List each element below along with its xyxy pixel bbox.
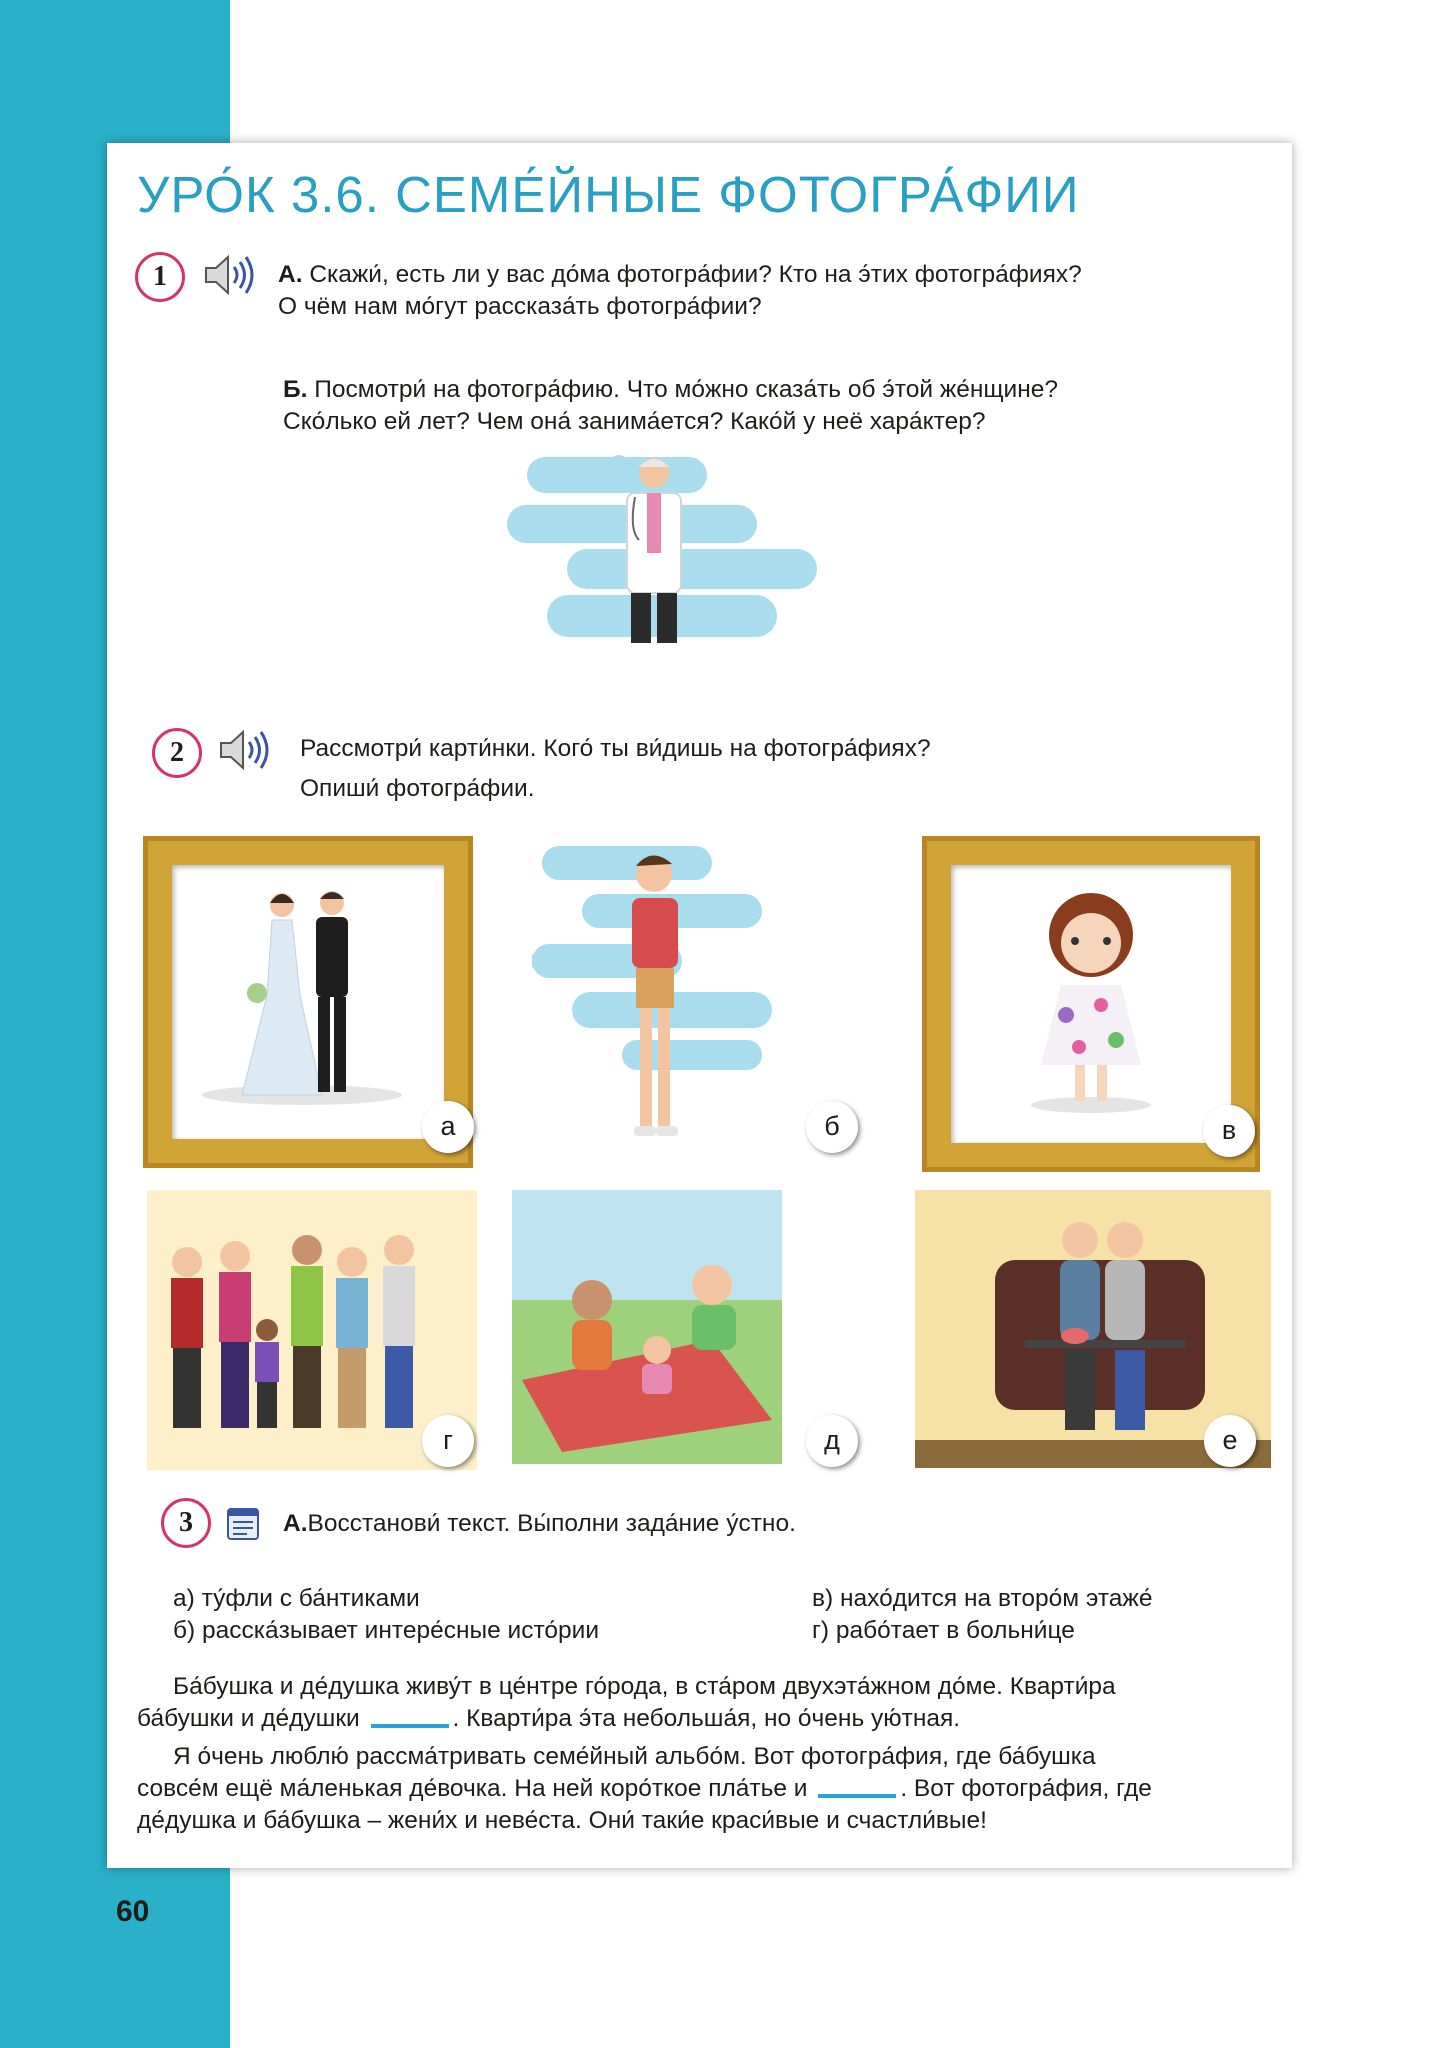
task-1-badge: 1 bbox=[135, 252, 185, 302]
picture-g-label: г bbox=[422, 1415, 474, 1467]
task-1b-text-1: Посмотри́ на фотогра́фию. Что мо́жно сказа́ть об э́той же́нщине? bbox=[314, 376, 1059, 403]
task-1b-line-1 bbox=[283, 374, 1058, 406]
task-2-line-1: Рассмотри́ карти́нки. Кого́ ты ви́дишь на фотогра́фиях? bbox=[300, 735, 931, 762]
paragraph-1 bbox=[137, 1671, 1259, 1735]
paragraph-1-text-after-blank: . Кварти́ра э́та небольша́я, но о́чень ую́тная. bbox=[452, 1705, 961, 1732]
task-1a-text-1: Скажи́, есть ли у вас до́ма фотогра́фии? Кто на э́тих фотогра́фиях? bbox=[309, 261, 1082, 288]
task-1b-line-2: Ско́лько ей лет? Чем она́ занима́ется? Како́й у неё хара́ктер? bbox=[283, 408, 986, 435]
task-1b-label: Б. bbox=[283, 376, 308, 403]
paragraph-2-text-before-blank: совсе́м ещё ма́ленькая де́вочка. На ней коро́ткое пла́тье и bbox=[137, 1775, 808, 1802]
answer-blank-2[interactable] bbox=[818, 1794, 896, 1798]
paragraph-2-line-2 bbox=[137, 1773, 1259, 1805]
notebook-icon bbox=[225, 1506, 261, 1542]
paragraph-1-line-2 bbox=[137, 1703, 1259, 1735]
option-b: б) расска́зывает интере́сные исто́рии bbox=[173, 1617, 600, 1644]
task-2-line-2: Опиши́ фотогра́фии. bbox=[300, 775, 535, 802]
task-1a-line-2: О чём нам мо́гут рассказа́ть фотогра́фии? bbox=[278, 293, 762, 320]
lesson-title: УРО́К 3.6. СЕМЕ́ЙНЫЕ ФОТОГРА́ФИИ bbox=[137, 166, 1080, 223]
task-3a-label: А. bbox=[283, 1510, 308, 1537]
little-girl-illustration bbox=[951, 865, 1231, 1143]
doctor-picture bbox=[507, 445, 827, 645]
picture-b-young-man bbox=[532, 836, 782, 1156]
task-3-instruction bbox=[283, 1508, 796, 1540]
lesson-sheet bbox=[107, 143, 1292, 1868]
task-3-instruction-text: Восстанови́ текст. Вы́полни зада́ние у́стно. bbox=[307, 1510, 796, 1537]
picture-d-picnic bbox=[512, 1190, 782, 1464]
picture-c-label: в bbox=[1203, 1105, 1255, 1157]
picture-a-label: а bbox=[422, 1101, 474, 1153]
option-a: а) ту́фли с ба́нтиками bbox=[173, 1585, 420, 1612]
wedding-couple-illustration bbox=[172, 865, 444, 1139]
paragraph-2-line-1: Я о́чень люблю́ рассма́тривать семе́йный альбо́м. Вот фотогра́фия, где ба́бушка bbox=[173, 1743, 1096, 1770]
page-number: 60 bbox=[116, 1895, 150, 1928]
paragraph-2 bbox=[137, 1741, 1259, 1837]
option-g: г) рабо́тает в больни́це bbox=[812, 1617, 1075, 1644]
picture-e-label: е bbox=[1204, 1415, 1256, 1467]
task-2-badge: 2 bbox=[152, 728, 202, 778]
picture-d-label: д bbox=[806, 1415, 858, 1467]
task-1a-line-1 bbox=[278, 259, 1082, 291]
speaker-icon[interactable] bbox=[217, 726, 273, 774]
task-1a-label: А. bbox=[278, 261, 303, 288]
task-3-badge: 3 bbox=[161, 1498, 211, 1548]
speaker-icon[interactable] bbox=[202, 251, 258, 299]
picture-b-label: б bbox=[806, 1101, 858, 1153]
paragraph-2-line-3: де́душка и ба́бушка – жени́х и неве́ста. Они́ таки́е краси́вые и счастли́вые! bbox=[137, 1807, 987, 1834]
paragraph-1-line-1: Ба́бушка и де́душка живу́т в це́нтре го́рода, в ста́ром двухэта́жном до́ме. Кварти́ра bbox=[173, 1673, 1116, 1700]
answer-blank-1[interactable] bbox=[371, 1724, 449, 1728]
paragraph-1-text-before-blank: ба́бушки и де́душки bbox=[137, 1705, 360, 1732]
paragraph-2-text-after-blank: . Вот фотогра́фия, где bbox=[900, 1775, 1152, 1802]
option-v: в) нахо́дится на второ́м этаже́ bbox=[812, 1585, 1153, 1612]
